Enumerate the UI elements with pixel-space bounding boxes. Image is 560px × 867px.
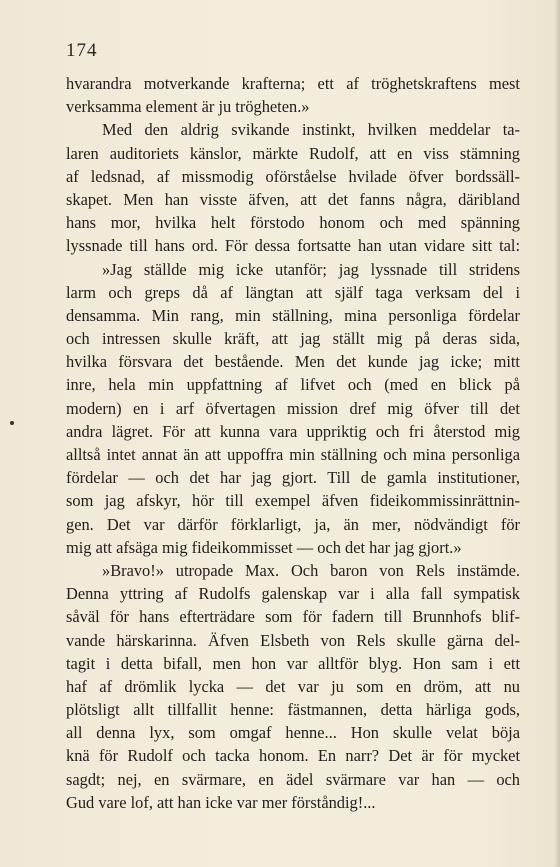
text-line: lyssnade till hans ord. För dessa fortsatte han utan vidare sitt tal:	[66, 236, 520, 256]
text-line: hvarandra motverkande krafterna; ett af tröghetskraftens mest	[66, 74, 520, 93]
text-line: som jag afskyr, hör till exempel äfven fideikommissinrättnin-	[66, 491, 520, 511]
text-line: haf af drömlik lycka — det var ju som en dröm, att nu	[66, 676, 520, 696]
text-line: all denna lyx, som omgaf henne... Hon skulle velat böja	[66, 723, 520, 743]
text-line: verksamma element är ju trögheten.»	[66, 97, 310, 117]
text-line: »Jag ställde mig icke utanför; jag lyssnade till stridens	[102, 259, 520, 279]
margin-mark	[10, 421, 14, 425]
text-line: och intressen skulle kräft, att jag ställt mig på deras sida,	[66, 329, 520, 349]
text-line: laren auditoriets känslor, märkte Rudolf, att en viss stämning	[66, 143, 520, 163]
text-line: sagdt; nej, en svärmare, en ädel svärmare var han — och	[66, 769, 520, 789]
text-line: plötsligt allt tillfallit henne: fästmannen, detta härliga gods,	[66, 700, 520, 720]
text-line: alltså intet annat än att uppoffra min ställning och mina personliga	[66, 445, 520, 464]
page-edge-shadow	[554, 0, 560, 867]
text-line: mig att afsäga mig fideikommisset — och det har jag gjort.»	[66, 537, 462, 557]
text-line: af ledsnad, af missmodig oförståelse hvilade öfver bordssäll-	[66, 166, 520, 186]
text-line: modern) en i arf öfvertagen mission dref mig öfver till det	[66, 398, 520, 418]
page-number: 174	[66, 40, 98, 61]
text-line: knä för Rudolf och tacka honom. En narr? Det är för mycket	[66, 746, 520, 766]
text-line: Denna yttring af Rudolfs galenskap var i alla fall sympatisk	[66, 584, 520, 604]
text-line: densamma. Min rang, min ställning, mina personliga fördelar	[66, 305, 520, 325]
text-line: fördelar — och det har jag gjort. Till de gamla institutioner,	[66, 468, 520, 488]
text-line: Gud vare lof, att han icke var mer förståndig!...	[66, 792, 376, 812]
text-line: larm och greps då af längtan att själf taga verksam del i	[66, 282, 520, 302]
text-line: vande härskarinna. Äfven Elsbeth von Rels skulle gärna del-	[66, 630, 520, 650]
text-line: hvilka försvara det bestående. Men det kunde jag icke; mitt	[66, 352, 520, 372]
text-line: andra lägret. För att kunna vara uppriktig och fri återstod mig	[66, 421, 520, 441]
text-line: tagit i detta bifall, men hon var alltför blyg. Hon sam i ett	[66, 653, 520, 673]
body-text	[66, 72, 520, 814]
text-line: såväl för hans efterträdare som för fadern till Brunnhofs blif-	[66, 607, 520, 627]
text-line: hans mor, hvilka helt förstodo honom och med spänning	[66, 213, 520, 233]
text-line: skapet. Men han visste äfven, att det fanns några, däribland	[66, 189, 520, 209]
text-line: inre, hela min uppfattning af lifvet och (med en blick på	[66, 375, 520, 395]
text-line: gen. Det var därför förklarligt, ja, än mer, nödvändigt för	[66, 514, 520, 534]
text-line: »Bravo!» utropade Max. Och baron von Rels instämde.	[102, 560, 520, 580]
text-line: Med den aldrig svikande instinkt, hvilken meddelar ta-	[102, 120, 520, 140]
